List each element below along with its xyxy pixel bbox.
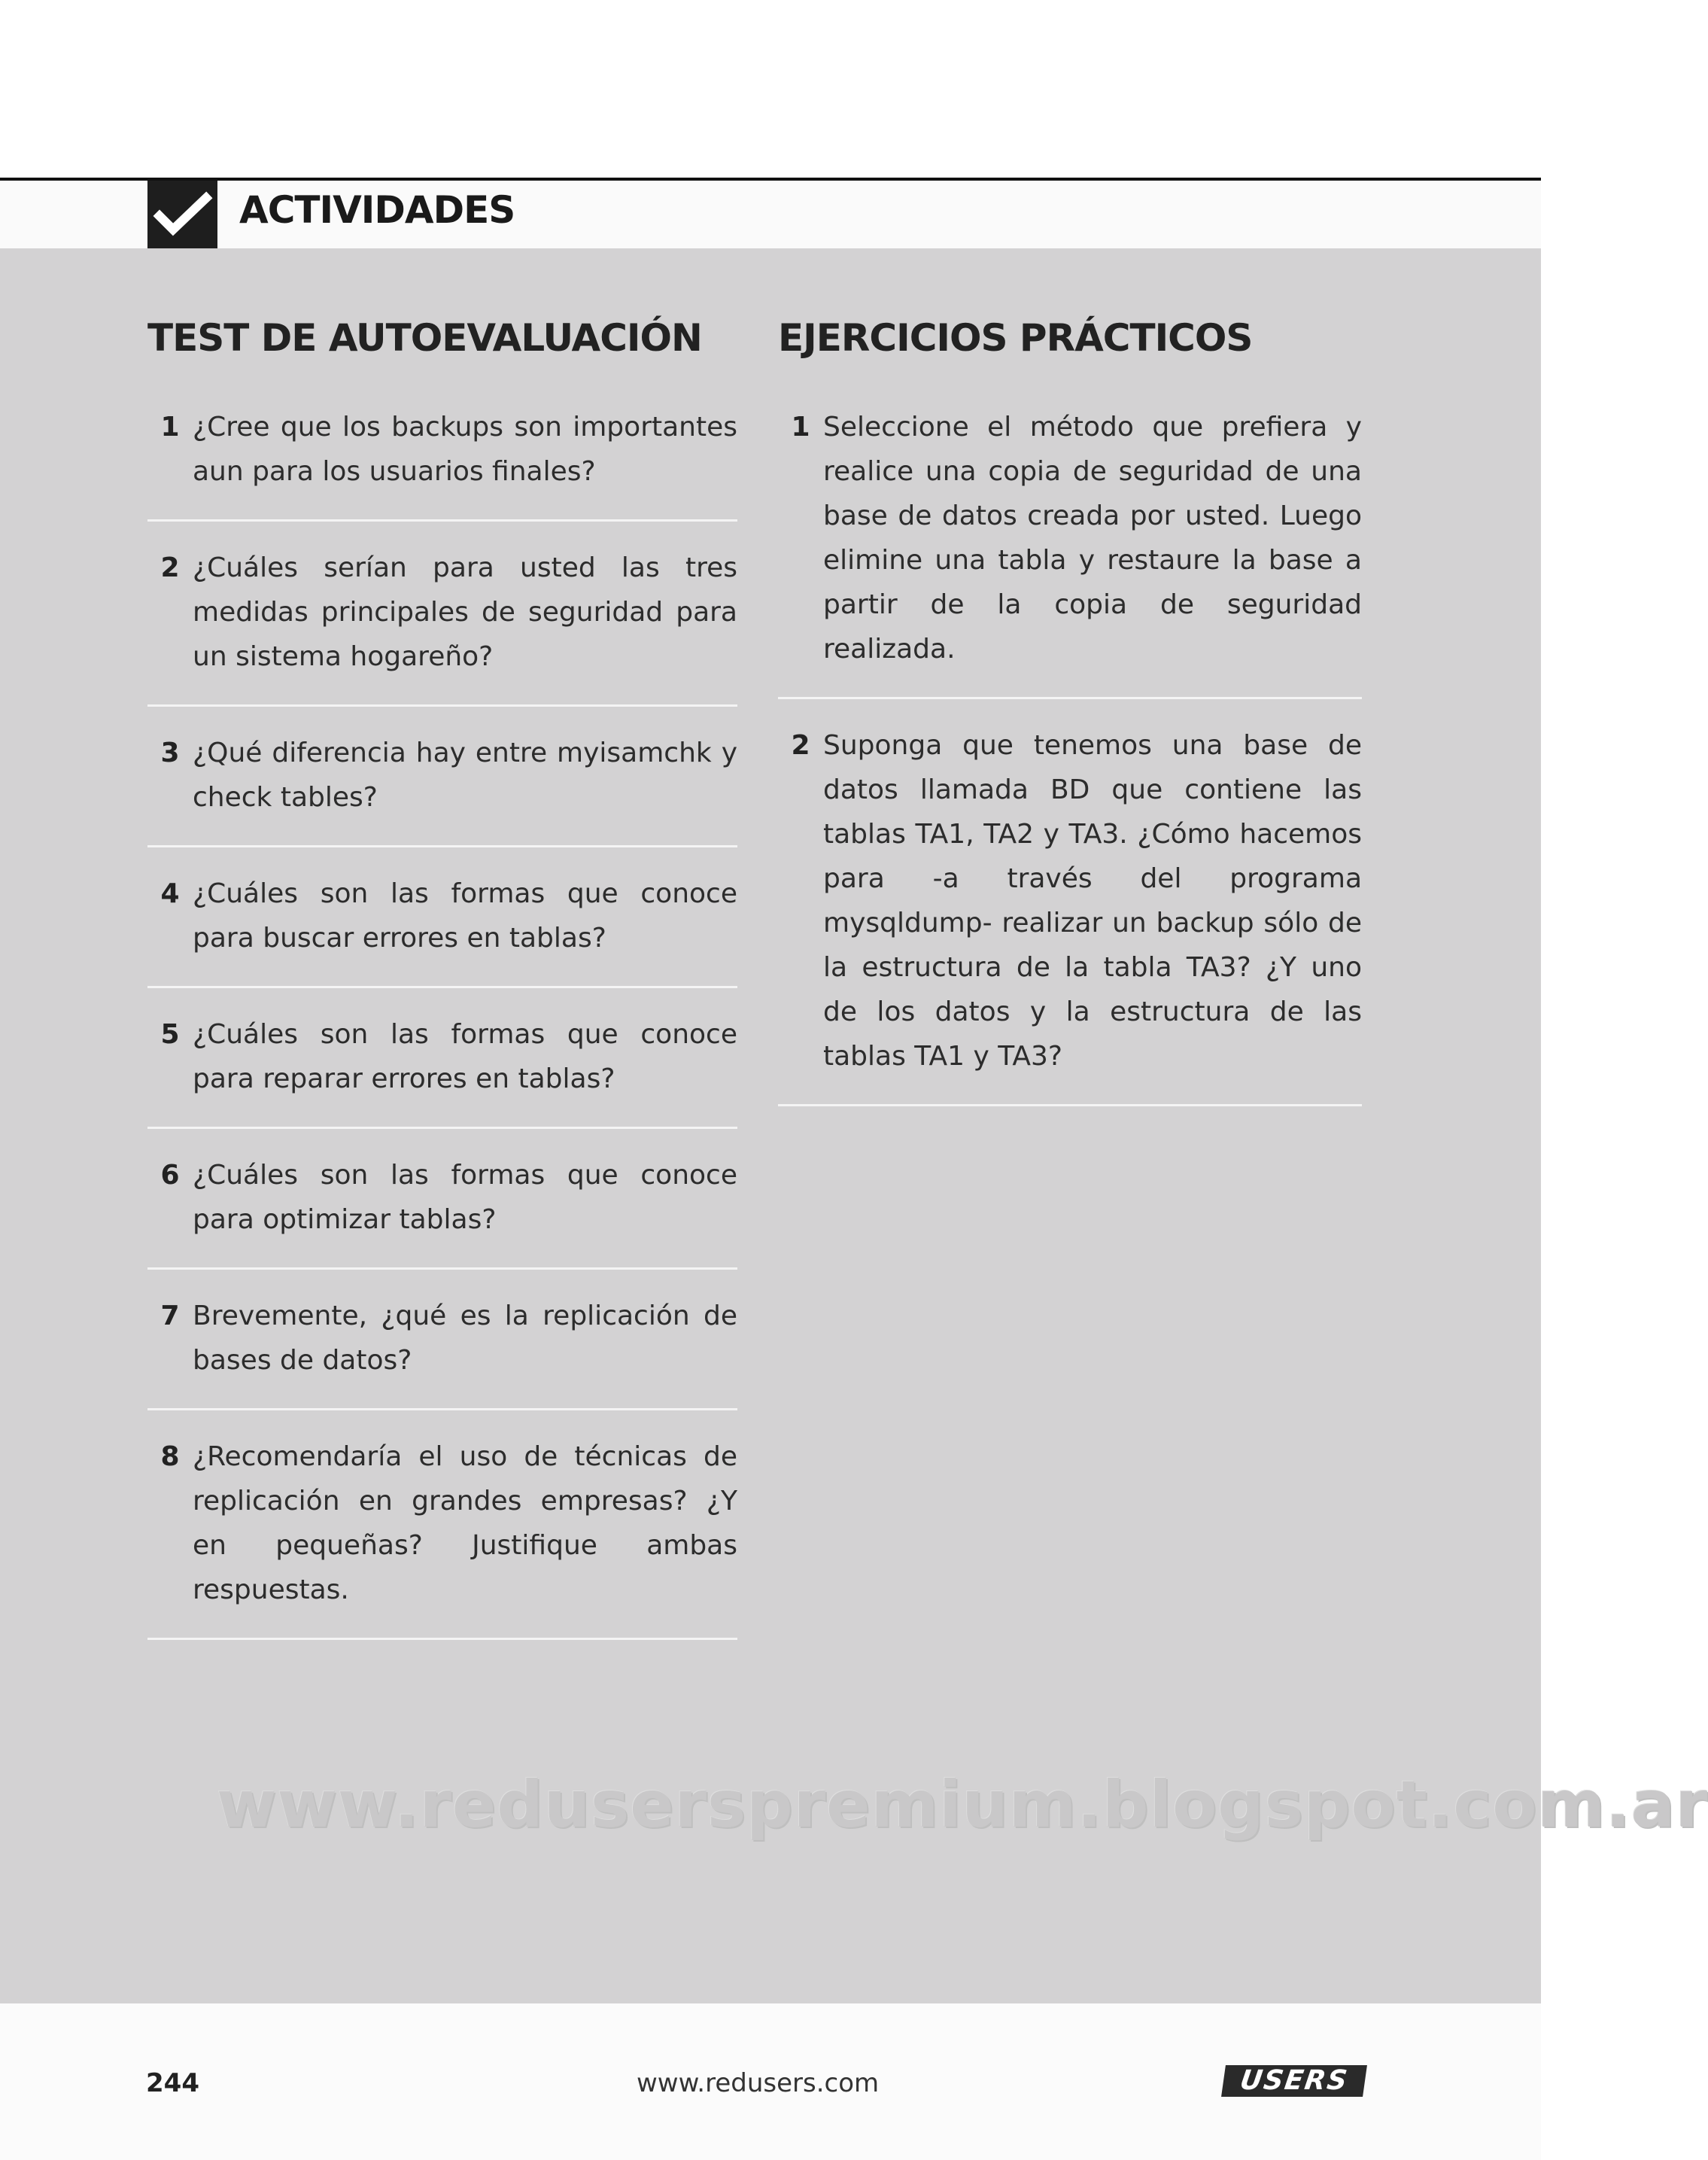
question-item — [147, 1270, 737, 1410]
exercises-heading: EJERCICIOS PRÁCTICOS — [778, 316, 1253, 360]
question-item — [147, 707, 737, 847]
question-text: ¿Cree que los backups son importantes aun para los usuarios finales? — [193, 412, 737, 487]
exercise-text: Seleccione el método que prefiera y realice una copia de seguridad de una base de datos creada por usted. Luego elimine una tabla y restaure la base a partir de la copia de seguridad realizada. — [823, 412, 1362, 665]
question-item — [147, 405, 737, 522]
question-item — [147, 522, 737, 707]
question-text: ¿Cuáles serían para usted las tres medidas principales de seguridad para un sistema hogareño? — [193, 552, 737, 672]
question-item — [147, 1410, 737, 1640]
self-test-heading: TEST DE AUTOEVALUACIÓN — [147, 316, 702, 360]
header-band — [0, 181, 1541, 248]
exercise-number: 1 — [791, 412, 810, 443]
question-number: 1 — [160, 412, 180, 443]
exercise-number: 2 — [791, 730, 810, 761]
checkmark-icon — [147, 181, 217, 248]
exercise-list — [778, 405, 1362, 1106]
question-number: 2 — [160, 552, 180, 583]
question-number: 7 — [160, 1301, 180, 1331]
watermark-text: www.reduserspremium.blogspot.com.ar — [217, 1767, 1708, 1842]
question-number: 3 — [160, 738, 180, 768]
question-number: 6 — [160, 1160, 180, 1191]
question-list — [147, 405, 737, 1640]
question-text: ¿Cuáles son las formas que conoce para buscar errores en tablas? — [193, 878, 737, 954]
question-text: ¿Cuáles son las formas que conoce para optimizar tablas? — [193, 1160, 737, 1235]
question-number: 5 — [160, 1019, 180, 1050]
footer-url-link[interactable]: www.redusers.com — [637, 2068, 880, 2098]
exercise-item — [778, 405, 1362, 699]
exercises-column — [778, 316, 1362, 1106]
question-item — [147, 1129, 737, 1270]
brand-logo: USERS — [1221, 2065, 1367, 2097]
question-text: ¿Cuáles son las formas que conoce para reparar errores en tablas? — [193, 1019, 737, 1094]
page-number: 244 — [146, 2068, 199, 2098]
question-number: 4 — [160, 878, 180, 909]
self-test-column — [147, 316, 737, 1640]
question-number: 8 — [160, 1441, 180, 1472]
question-text: ¿Qué diferencia hay entre myisamchk y check tables? — [193, 738, 737, 813]
section-title: ACTIVIDADES — [239, 188, 515, 232]
question-text: Brevemente, ¿qué es la replicación de bases de datos? — [193, 1301, 737, 1376]
question-item — [147, 988, 737, 1129]
question-text: ¿Recomendaría el uso de técnicas de replicación en grandes empresas? ¿Y en pequeñas? Justifique ambas respuestas. — [193, 1441, 737, 1605]
exercise-text: Suponga que tenemos una base de datos llamada BD que contiene las tablas TA1, TA2 y TA3. ¿Cómo hacemos para -a través del programa mysqldump- realizar un backup sólo de la estructura de la tabla TA3? ¿Y uno de los datos y la estructura de las tablas TA1 y TA3? — [823, 730, 1362, 1072]
question-item — [147, 847, 737, 988]
exercise-item — [778, 699, 1362, 1106]
